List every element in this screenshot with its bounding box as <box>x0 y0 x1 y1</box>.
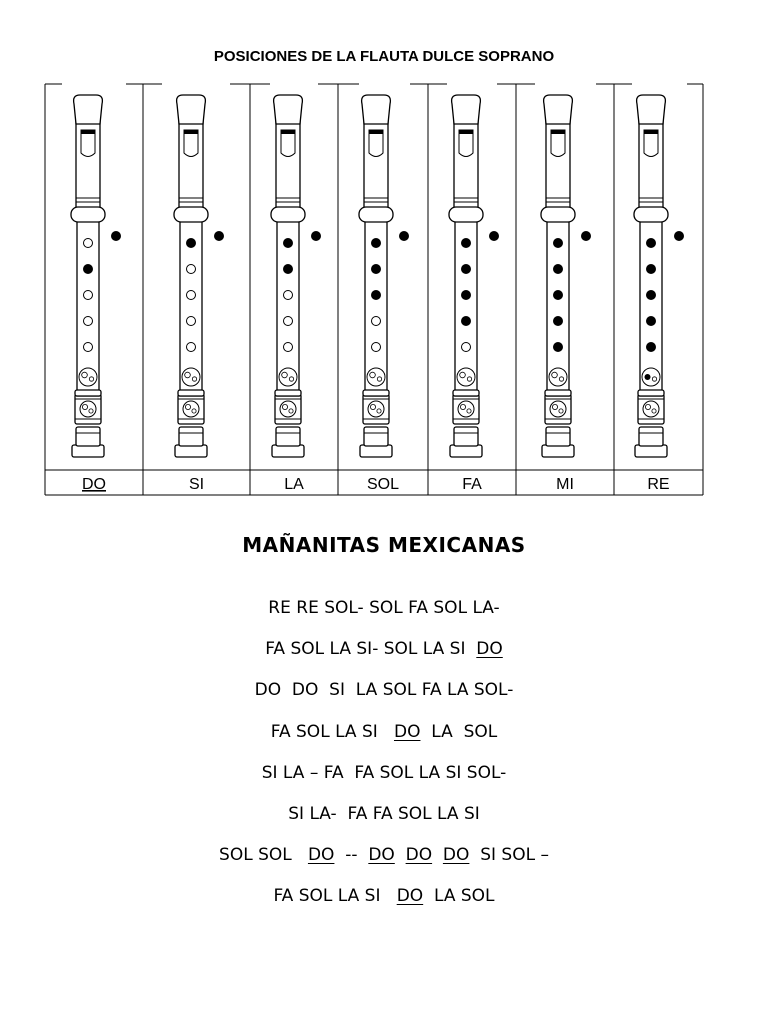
double-hole-7-open <box>559 409 563 413</box>
recorder-foot <box>76 427 100 446</box>
double-hole-7-open <box>185 404 190 409</box>
underlined-note: DO <box>393 721 421 742</box>
hole-closed <box>461 238 471 248</box>
hole-closed <box>646 316 656 326</box>
note-text: SI SOL – <box>469 845 549 866</box>
recorder-foot-base <box>175 445 207 457</box>
song-line <box>0 761 768 802</box>
hole-open <box>372 317 381 326</box>
double-hole-7-open <box>82 404 87 409</box>
recorder-ring <box>541 207 575 222</box>
song-line <box>0 720 768 761</box>
double-hole-7-open <box>467 409 471 413</box>
hole-open <box>84 343 93 352</box>
recorder-foot-base <box>450 445 482 457</box>
note-text: LA SOL <box>420 721 498 742</box>
recorder-mouthpiece <box>74 95 103 124</box>
note-label: RE <box>647 476 670 493</box>
underlined-note: DO <box>396 886 424 907</box>
double-hole-7-open <box>89 409 93 413</box>
recorder-foot-base <box>360 445 392 457</box>
recorder-body-ring <box>363 390 389 396</box>
double-hole-7-ring <box>183 401 199 417</box>
note-text: FA SOL LA SI- SOL LA SI <box>265 639 477 660</box>
hole-closed <box>371 290 381 300</box>
recorder-mouthpiece <box>637 95 666 124</box>
thumb-hole-closed <box>674 231 684 241</box>
double-hole-7-ring <box>458 401 474 417</box>
note-text: RE RE SOL- SOL FA SOL LA- <box>268 598 500 618</box>
double-hole-7-ring <box>368 401 384 417</box>
recorder-mouthpiece <box>362 95 391 124</box>
hole-closed <box>553 264 563 274</box>
hole-closed <box>371 264 381 274</box>
hole-closed <box>553 342 563 352</box>
hole-open <box>187 265 196 274</box>
hole-open <box>187 291 196 300</box>
note-text: SI LA – FA FA SOL LA SI SOL- <box>261 762 507 783</box>
recorder-head <box>276 115 300 210</box>
recorder-window-edge <box>369 130 383 134</box>
recorder-mi <box>541 95 591 457</box>
recorder-head <box>639 115 663 210</box>
underlined-note: DO <box>476 639 503 660</box>
recorder-body-ring <box>75 390 101 396</box>
recorder-window-edge <box>81 130 95 134</box>
thumb-hole-closed <box>581 231 591 241</box>
double-hole-7-ring <box>643 401 659 417</box>
note-text: SI LA- FA FA SOL LA SI <box>288 803 480 824</box>
double-hole-7-ring <box>550 401 566 417</box>
hole-closed <box>186 238 196 248</box>
double-hole-7-open <box>460 404 465 409</box>
thumb-hole-closed <box>399 231 409 241</box>
hole-closed <box>371 238 381 248</box>
note-text: DO DO SI LA SOL FA LA SOL- <box>254 680 514 701</box>
recorder-head <box>364 115 388 210</box>
double-hole-7-open <box>645 404 650 409</box>
double-hole-6-open <box>559 377 563 381</box>
recorder-foot-base <box>635 445 667 457</box>
song-notes <box>0 596 768 926</box>
song-line <box>0 843 768 884</box>
double-hole-7-open <box>289 409 293 413</box>
recorder-body-ring <box>545 390 571 396</box>
recorder-head <box>179 115 203 210</box>
double-hole-6-closed <box>645 374 651 380</box>
double-hole-6-open <box>377 377 381 381</box>
recorder-mouthpiece <box>452 95 481 124</box>
song-line <box>0 884 768 925</box>
double-hole-6-ring <box>279 368 297 386</box>
double-hole-6-ring <box>182 368 200 386</box>
recorder-head <box>76 115 100 210</box>
recorder-foot-base <box>272 445 304 457</box>
hole-closed <box>646 264 656 274</box>
recorder-la <box>271 95 321 457</box>
recorder-foot <box>179 427 203 446</box>
double-hole-7-open <box>192 409 196 413</box>
note-label: FA <box>462 476 482 493</box>
recorder-foot-base <box>542 445 574 457</box>
recorder-body-ring <box>453 390 479 396</box>
double-hole-6-open <box>652 377 656 381</box>
thumb-hole-closed <box>311 231 321 241</box>
recorder-ring <box>449 207 483 222</box>
recorder-body-ring <box>275 390 301 396</box>
double-hole-7-ring <box>280 401 296 417</box>
recorder-ring <box>359 207 393 222</box>
hole-closed <box>461 316 471 326</box>
double-hole-7-open <box>370 404 375 409</box>
recorder-head <box>454 115 478 210</box>
note-label: DO <box>82 476 106 493</box>
hole-open <box>187 343 196 352</box>
song-line <box>0 596 768 637</box>
recorder-foot <box>639 427 663 446</box>
recorder-mouthpiece <box>177 95 206 124</box>
recorder-window-edge <box>459 130 473 134</box>
hole-closed <box>553 316 563 326</box>
note-text: SOL SOL <box>219 845 308 866</box>
note-label: SI <box>188 476 205 493</box>
note-text <box>432 845 443 865</box>
underlined-note: DO <box>307 845 335 866</box>
recorder-foot <box>364 427 388 446</box>
hole-closed <box>83 264 93 274</box>
song-line <box>0 802 768 843</box>
note-label: SOL <box>366 476 400 493</box>
recorder-body-ring <box>638 390 664 396</box>
recorder-re <box>634 95 684 457</box>
hole-open <box>84 239 93 248</box>
double-hole-6-open <box>192 377 196 381</box>
recorder-do <box>71 95 121 457</box>
recorder-fingering-table <box>0 0 768 510</box>
recorder-foot <box>454 427 478 446</box>
double-hole-7-ring <box>80 401 96 417</box>
recorder-mouthpiece <box>544 95 573 124</box>
recorder-body-ring <box>178 390 204 396</box>
recorder-fa <box>449 95 499 457</box>
hole-open <box>372 343 381 352</box>
note-text <box>395 845 406 865</box>
recorder-foot <box>276 427 300 446</box>
underlined-note: DO <box>405 845 433 866</box>
hole-closed <box>553 290 563 300</box>
double-hole-6-open <box>289 377 293 381</box>
note-label: MI <box>556 476 574 493</box>
hole-closed <box>646 238 656 248</box>
song-title: MAÑANITAS MEXICANAS <box>242 533 526 557</box>
note-text: -- <box>334 845 369 866</box>
recorder-ring <box>271 207 305 222</box>
recorder-mouthpiece <box>274 95 303 124</box>
hole-closed <box>646 290 656 300</box>
song-line <box>0 678 768 719</box>
hole-open <box>187 317 196 326</box>
note-text: FA SOL LA SI <box>273 886 397 907</box>
recorder-window-edge <box>281 130 295 134</box>
note-text: FA SOL LA SI <box>270 721 394 742</box>
chart-title: POSICIONES DE LA FLAUTA DULCE SOPRANO <box>213 48 555 65</box>
double-hole-6-open <box>552 372 558 378</box>
hole-open <box>84 317 93 326</box>
hole-open <box>284 317 293 326</box>
hole-closed <box>283 264 293 274</box>
double-hole-6-ring <box>457 368 475 386</box>
double-hole-6-open <box>467 377 471 381</box>
double-hole-7-open <box>282 404 287 409</box>
recorder-foot-base <box>72 445 104 457</box>
note-label: LA <box>284 476 304 493</box>
recorder-foot <box>546 427 570 446</box>
hole-closed <box>553 238 563 248</box>
thumb-hole-closed <box>111 231 121 241</box>
hole-open <box>462 343 471 352</box>
double-hole-6-ring <box>549 368 567 386</box>
thumb-hole-closed <box>214 231 224 241</box>
hole-closed <box>461 290 471 300</box>
hole-open <box>284 343 293 352</box>
thumb-hole-closed <box>489 231 499 241</box>
double-hole-6-open <box>370 372 376 378</box>
note-text: LA SOL <box>423 886 495 907</box>
recorder-window-edge <box>551 130 565 134</box>
underlined-note: DO <box>442 845 470 866</box>
recorder-si <box>174 95 224 457</box>
double-hole-6-open <box>282 372 288 378</box>
double-hole-7-open <box>652 409 656 413</box>
double-hole-6-open <box>89 377 93 381</box>
double-hole-7-open <box>552 404 557 409</box>
underlined-note: DO <box>368 845 395 866</box>
recorder-sol <box>359 95 409 457</box>
recorder-window-edge <box>644 130 658 134</box>
double-hole-6-open <box>185 372 191 378</box>
hole-open <box>284 291 293 300</box>
recorder-ring <box>634 207 668 222</box>
double-hole-6-ring <box>79 368 97 386</box>
recorder-window-edge <box>184 130 198 134</box>
song-line <box>0 637 768 678</box>
hole-open <box>84 291 93 300</box>
hole-closed <box>646 342 656 352</box>
recorder-ring <box>174 207 208 222</box>
recorder-ring <box>71 207 105 222</box>
recorder-head <box>546 115 570 210</box>
double-hole-6-ring <box>367 368 385 386</box>
double-hole-7-open <box>377 409 381 413</box>
hole-closed <box>461 264 471 274</box>
hole-closed <box>283 238 293 248</box>
double-hole-6-open <box>82 372 88 378</box>
double-hole-6-open <box>460 372 466 378</box>
